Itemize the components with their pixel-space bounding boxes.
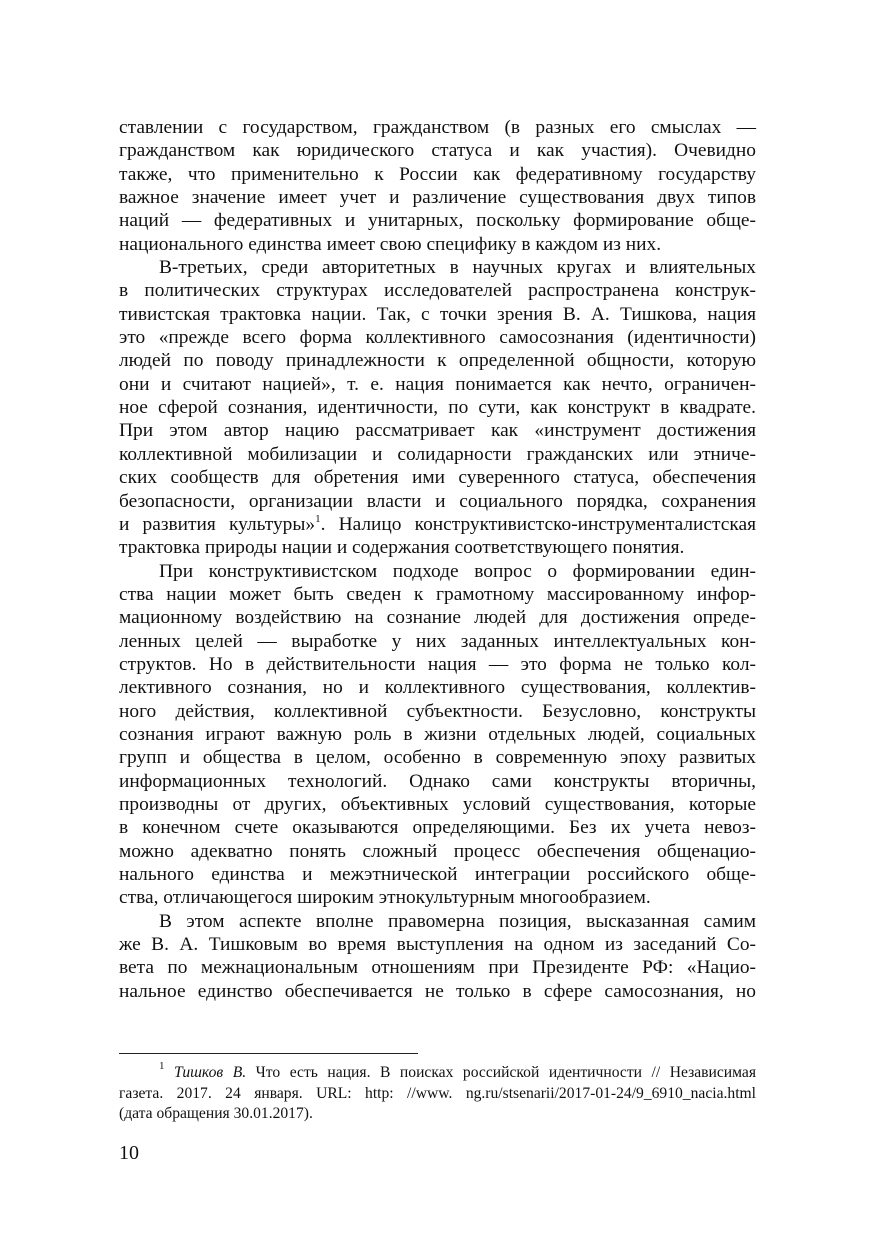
text-line: вета по межнациональным отношениям при Президенте РФ: «Нацио-	[119, 957, 756, 979]
text-line: тивистская трактовка нации. Так, с точки зрения В. А. Тишкова, нация	[119, 303, 756, 325]
footnote-line	[119, 1060, 756, 1084]
footnote-text: Что есть нация. В поисках российской идентичности // Независимая	[246, 1064, 756, 1081]
text-line: ное сферой сознания, идентичности, по сути, как конструкт в квадрате.	[119, 397, 756, 419]
text-line: в политических структурах исследователей распространена конструк-	[119, 280, 756, 302]
text-line: ставлении с государством, гражданством (в разных его смыслах —	[119, 117, 756, 138]
text-line: национального единства имеет свою специфику в каждом из них.	[119, 233, 662, 255]
text-line: сознания играют важную роль в жизни отдельных людей, социальных	[119, 723, 756, 745]
paragraph-2	[119, 256, 756, 559]
text-line: важное значение имеет учет и различение существования двух типов	[119, 187, 756, 209]
text-line: структов. Но в действительности нация — это форма не только кол-	[119, 653, 756, 675]
footnote-mark: 1	[159, 1060, 165, 1072]
text-line: При этом автор нацию рассматривает как «инструмент достижения	[119, 420, 756, 442]
text-line: это «прежде всего форма коллективного самосознания (идентичности)	[119, 327, 756, 349]
text-line: также, что применительно к России как федеративному государству	[119, 163, 756, 185]
text-line: производны от других, объективных условий существования, которые	[119, 793, 756, 815]
text-line: групп и общества в целом, особенно в современную эпоху развитых	[119, 747, 756, 769]
text-line: ства, отличающегося широким этнокультурным многообразием.	[119, 887, 651, 909]
text-line: ства нации может быть сведен к грамотному массированному инфор-	[119, 583, 756, 605]
text-segment: и развития культуры»	[119, 513, 316, 535]
text-line: в конечном счете оказываются определяющими. Без их учета невоз-	[119, 817, 756, 839]
footnote-line: (дата обращения 30.01.2017).	[119, 1105, 313, 1123]
text-line: нальное единство обеспечивается не только в сфере самосознания, но	[119, 980, 756, 1002]
footnote-line: газета. 2017. 24 января. URL: http: //www. ng.ru/stsenarii/2017-01-24/9_6910_nacia.html	[119, 1084, 756, 1102]
text-line: В-третьих, среди авторитетных в научных кругах и влиятельных	[159, 257, 756, 279]
text-line-with-footnote	[119, 513, 756, 536]
footnote-reference[interactable]: 1	[315, 512, 321, 525]
text-line: нального единства и межэтнической интеграции российского обще-	[119, 864, 756, 885]
text-line: ного действия, коллективной субъектности. Безусловно, конструкты	[119, 700, 756, 722]
text-line: трактовка природы нации и содержания соответствующего понятия.	[119, 537, 685, 559]
text-line: коллективной мобилизации и солидарности гражданских или этниче-	[119, 443, 756, 465]
paragraph-1	[119, 116, 756, 256]
text-line: ленных целей — выработке у них заданных интеллектуальных кон-	[119, 630, 756, 652]
text-line: наций — федеративных и унитарных, поскольку формирование обще-	[119, 210, 756, 232]
text-line: лективного сознания, но и коллективного существования, коллектив-	[119, 677, 756, 699]
footnote-author: Тишков В.	[174, 1064, 247, 1081]
footnote	[119, 1060, 756, 1125]
text-line: же В. А. Тишковым во время выступления на одном из заседаний Со-	[119, 934, 756, 956]
text-line: мационному воздействию на сознание людей для достижения опреде-	[119, 607, 756, 629]
page-body	[119, 116, 756, 1003]
text-line: безопасности, организации власти и социального порядка, сохранения	[119, 490, 756, 512]
paragraph-4	[119, 910, 756, 1003]
footnote-separator	[119, 1053, 418, 1054]
text-segment: . Налицо конструктивистско-инструменталистская	[320, 513, 756, 535]
text-line: информационных технологий. Однако сами конструкты вторичны,	[119, 770, 756, 792]
text-line: При конструктивистском подходе вопрос о формировании един-	[159, 560, 756, 582]
page-number: 10	[119, 1142, 139, 1164]
text-line: ских сообществ для обретения ими суверенного статуса, обеспечения	[119, 467, 756, 489]
paragraph-3	[119, 560, 756, 910]
text-line: гражданством как юридического статуса и как участия). Очевидно	[119, 140, 756, 162]
text-line: В этом аспекте вполне правомерна позиция, высказанная самим	[159, 910, 756, 932]
text-line: людей по поводу принадлежности к определенной общности, которую	[119, 350, 756, 372]
text-line: можно адекватно понять сложный процесс обеспечения общенацио-	[119, 840, 756, 862]
text-line: они и считают нацией», т. е. нация понимается как нечто, ограничен-	[119, 373, 756, 395]
